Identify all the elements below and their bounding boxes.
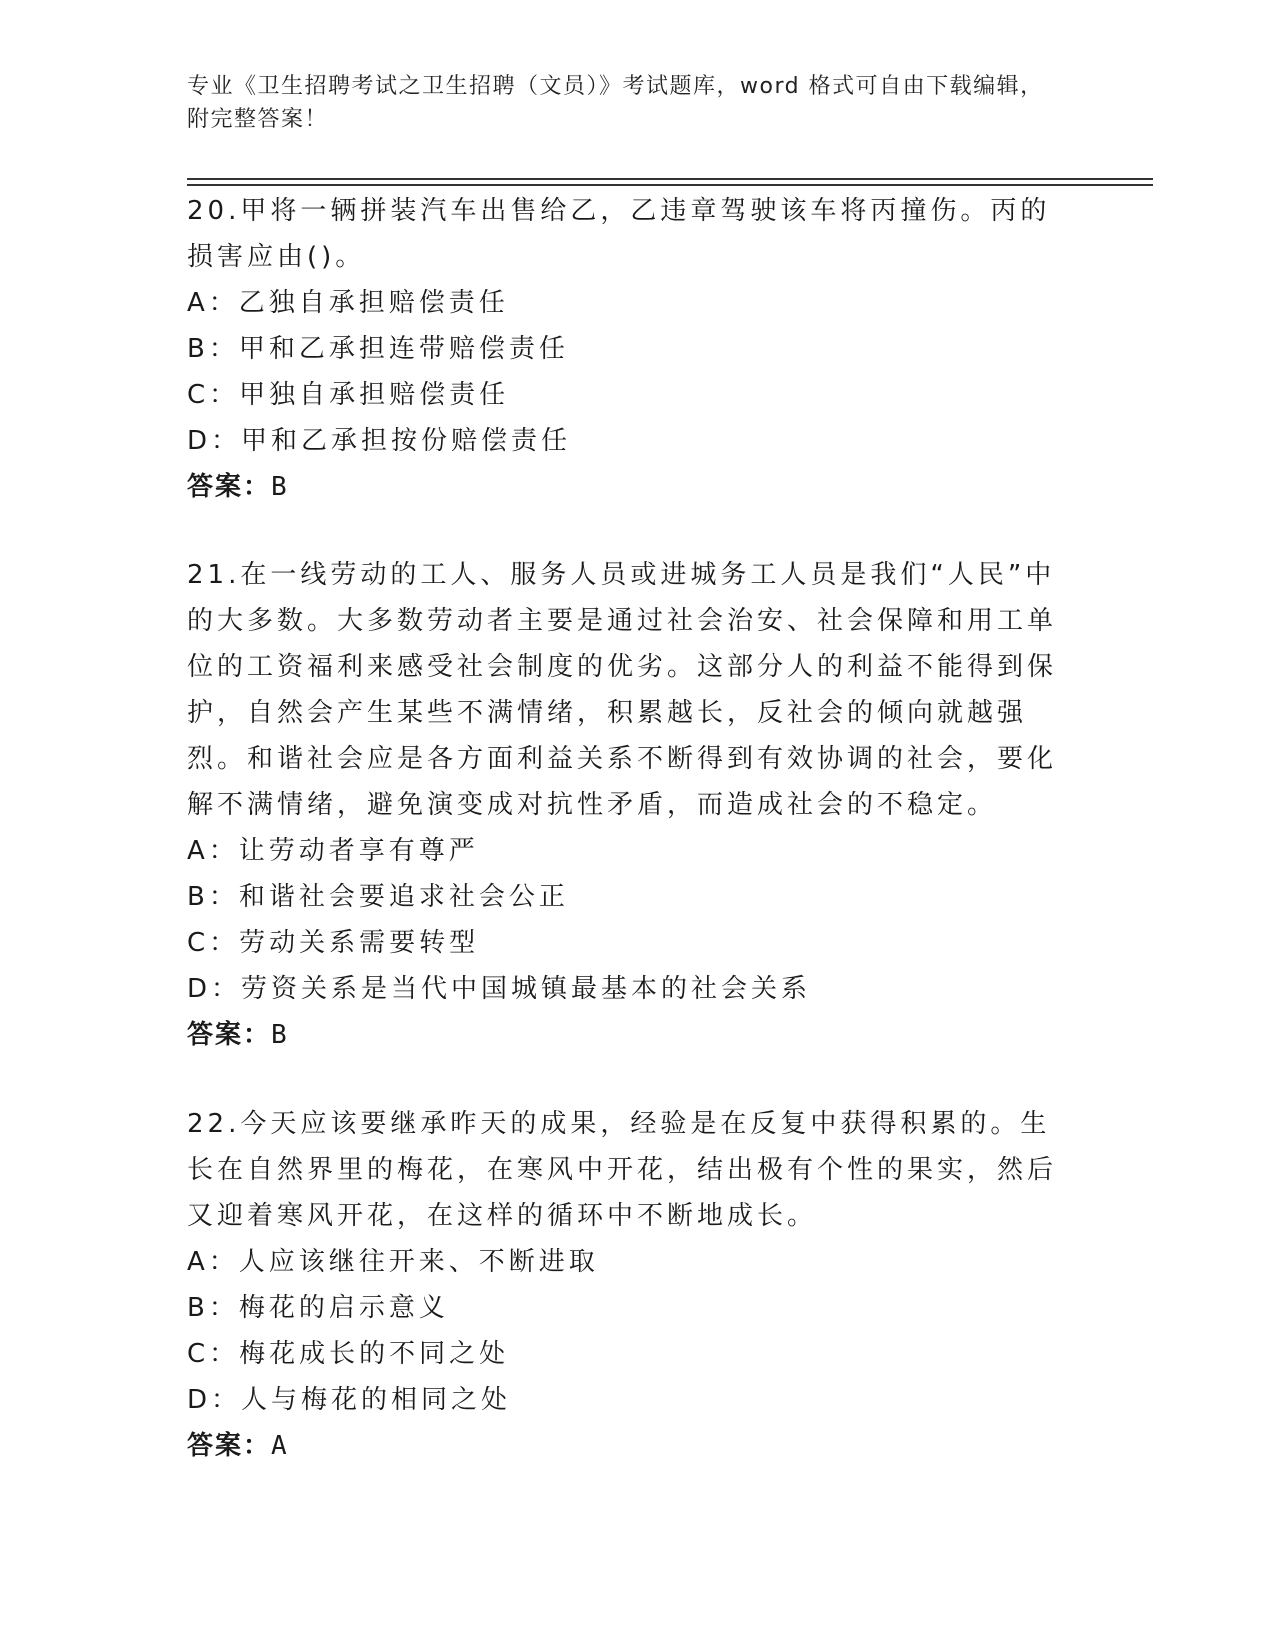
answer-label: 答案： bbox=[187, 1020, 272, 1050]
question-20 bbox=[187, 188, 1067, 510]
option-c: C：梅花成长的不同之处 bbox=[187, 1339, 510, 1369]
option-b: B：甲和乙承担连带赔偿责任 bbox=[187, 334, 569, 364]
question-21 bbox=[187, 552, 1067, 1058]
answer-value: B bbox=[271, 1020, 289, 1050]
answer-line bbox=[187, 1423, 1067, 1469]
document-header: 专业《卫生招聘考试之卫生招聘（文员）》考试题库，word 格式可自由下载编辑，附完整答案！ bbox=[187, 74, 1044, 132]
question-22 bbox=[187, 1101, 1067, 1469]
option-d: D：人与梅花的相同之处 bbox=[187, 1385, 512, 1415]
answer-line bbox=[187, 464, 1067, 510]
answer-value: A bbox=[271, 1431, 289, 1461]
question-stem: 21.在一线劳动的工人、服务人员或进城务工人员是我们“人民”中的大多数。大多数劳动者主要是通过社会治安、社会保障和用工单位的工资福利来感受社会制度的优劣。这部分人的利益不能得到保护，自然会产生某些不满情绪，积累越长，反社会的倾向就越强烈。和谐社会应是各方面利益关系不断得到有效协调的社会，要化解不满情绪，避免演变成对抗性矛盾，而造成社会的不稳定。 bbox=[187, 560, 1058, 820]
option-c: C：甲独自承担赔偿责任 bbox=[187, 380, 510, 410]
question-stem: 20.甲将一辆拼装汽车出售给乙，乙违章驾驶该车将丙撞伤。丙的损害应由()。 bbox=[187, 196, 1051, 272]
option-d: D：甲和乙承担按份赔偿责任 bbox=[187, 426, 572, 456]
option-a: A：让劳动者享有尊严 bbox=[187, 836, 479, 866]
answer-label: 答案： bbox=[187, 472, 272, 502]
option-b: B：和谐社会要追求社会公正 bbox=[187, 882, 569, 912]
header-divider-top bbox=[187, 178, 1153, 180]
option-a: A：乙独自承担赔偿责任 bbox=[187, 288, 509, 318]
question-stem: 22.今天应该要继承昨天的成果，经验是在反复中获得积累的。生长在自然界里的梅花，在寒风中开花，结出极有个性的果实，然后又迎着寒风开花，在这样的循环中不断地成长。 bbox=[187, 1109, 1058, 1231]
option-a: A：人应该继往开来、不断进取 bbox=[187, 1247, 599, 1277]
answer-line bbox=[187, 1012, 1067, 1058]
option-d: D：劳资关系是当代中国城镇最基本的社会关系 bbox=[187, 974, 812, 1004]
header-divider-bottom bbox=[187, 184, 1153, 186]
option-c: C：劳动关系需要转型 bbox=[187, 928, 480, 958]
option-b: B：梅花的启示意义 bbox=[187, 1293, 449, 1323]
answer-value: B bbox=[271, 472, 289, 502]
answer-label: 答案： bbox=[187, 1431, 272, 1461]
